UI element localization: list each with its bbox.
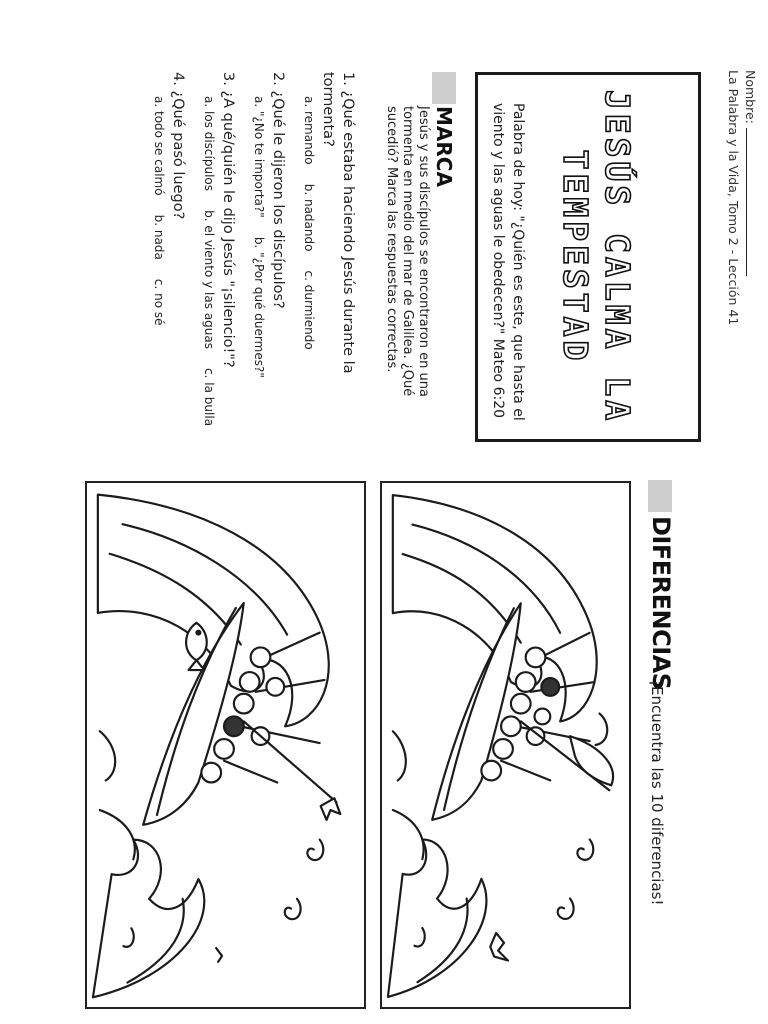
diferencias-tab-marker bbox=[648, 480, 672, 512]
bird-icon bbox=[490, 933, 508, 961]
question-text: 2. ¿Qué le dijeron los discípulos? bbox=[270, 72, 286, 309]
question-text: 4. ¿Qué pasó luego? bbox=[170, 72, 186, 220]
difference-panel-top[interactable] bbox=[380, 481, 631, 1009]
storm-illustration-b bbox=[87, 483, 364, 1007]
lesson-title: JESÚS CALMA LA TEMPESTAD bbox=[556, 89, 637, 425]
question-options[interactable]: a. todo se calmó b. nada c. no sé bbox=[152, 96, 166, 326]
question-options[interactable]: a. remando b. nadando c. durmiendo bbox=[302, 96, 316, 350]
series-label: La Palabra y la Vida, Tomo 2 - Lección 41 bbox=[726, 70, 741, 326]
storm-illustration-a bbox=[382, 483, 629, 1007]
question-1 bbox=[300, 72, 358, 452]
question-text: 1. ¿Qué estaba haciendo Jesús durante la tormenta? bbox=[320, 72, 356, 374]
torn-flag-icon bbox=[321, 798, 341, 820]
title-box bbox=[475, 72, 701, 442]
question-4 bbox=[150, 72, 188, 452]
name-blank[interactable] bbox=[746, 128, 747, 276]
name-label: Nombre: bbox=[743, 70, 758, 124]
question-options[interactable]: a. los discípulos b. el viento y las aguas c. la bulla bbox=[202, 96, 216, 427]
question-options[interactable]: a. "¿No te importa?" b. "¿Por qué duermes?" bbox=[252, 96, 266, 378]
diferencias-subtitle: ¡Encuentra las 10 diferencias! bbox=[648, 680, 666, 906]
name-line bbox=[743, 70, 758, 276]
marca-heading: MARCA bbox=[432, 106, 456, 187]
bible-verse: Palabra de hoy: "¿Quién es este, que hasta el viento y las aguas le obedecen?" Mateo 6:20 bbox=[490, 103, 526, 421]
difference-panel-bottom[interactable] bbox=[85, 481, 366, 1009]
question-3 bbox=[200, 72, 238, 452]
question-list bbox=[138, 72, 358, 452]
question-text: 3. ¿A qué/quién le dijo Jesús "¡silencio!"? bbox=[220, 72, 236, 368]
marca-tab-marker bbox=[432, 72, 456, 104]
sail-icon bbox=[570, 736, 613, 785]
marca-instructions: Jesús y sus discípulos se encontraron en una tormenta en medio del mar de Galilea. ¿Qué sucedió? Marca las respuestas correctas. bbox=[384, 106, 431, 397]
question-2 bbox=[250, 72, 288, 452]
fish-icon bbox=[186, 623, 207, 670]
diferencias-heading: DIFERENCIAS bbox=[647, 516, 675, 690]
